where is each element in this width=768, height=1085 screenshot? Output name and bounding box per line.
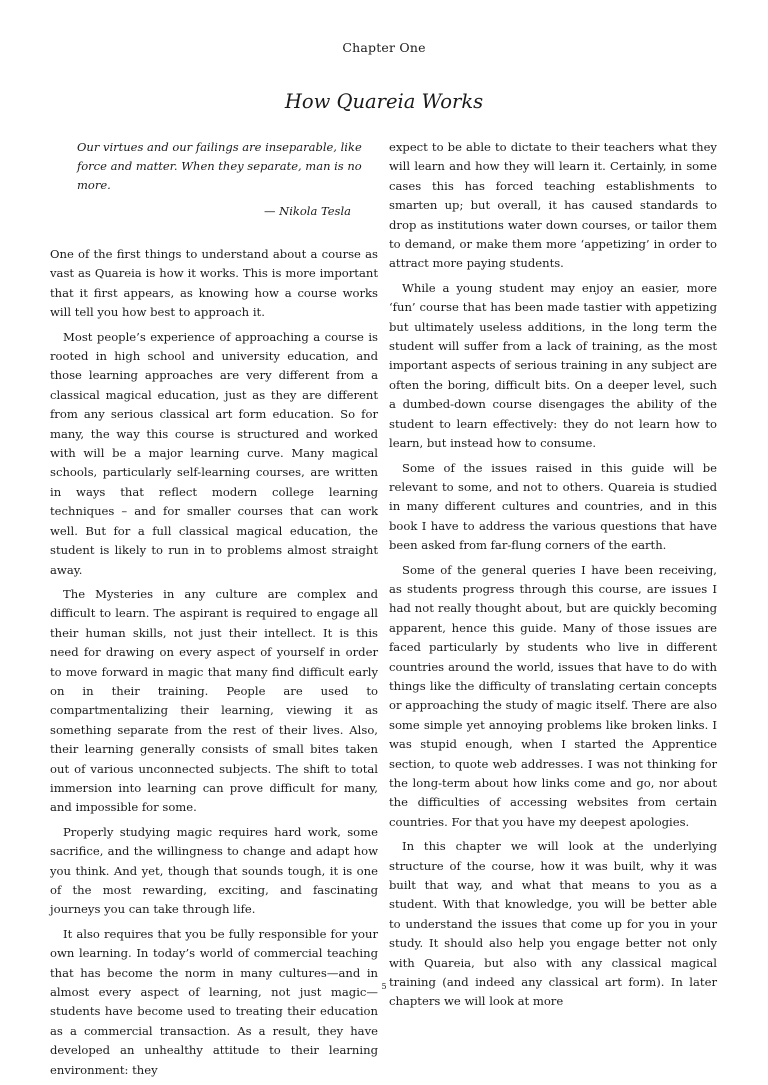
body-paragraph: Some of the general queries I have been receiving, as students progress through this course, are issues I had not really thought about, but are quickly becoming apparent, hence this guide. Many of those issues are faced particularly by students who live in different countries around the world, issues that have to do with things like the difficulty of translating certain concepts or approaching the study of magic itself. There are also some simple yet annoying problems like broken links. I was stupid enough, when I started the Apprentice section, to quote web addresses. I was not thinking for the long-term about how links come and go, nor about the difficulties of accessing websites from certain countries. For that you have my deepest apologies. (389, 562, 717, 829)
epigraph-quote: Our virtues and our failings are inseparable, like force and matter. When they separate, man is no more. (77, 140, 362, 192)
right-column (389, 138, 717, 1017)
epigraph-attribution: — Nikola Tesla (264, 204, 351, 218)
body-paragraph: It also requires that you be fully responsible for your own learning. In today’s world of commercial teaching that has become the norm in many cultures—and in almost every aspect of learning, not just magic—students have become used to treating their education as a commercial transaction. As a result, they have developed an unhealthy attitude to their learning environment: they (50, 926, 378, 1077)
chapter-title: How Quareia Works (284, 90, 484, 113)
body-paragraph: Properly studying magic requires hard work, some sacrifice, and the willingness to change and adapt how you think. And yet, though that sounds tough, it is one of the most rewarding, exciting, and fascinating journeys you can take through life. (50, 824, 378, 917)
epigraph (50, 138, 378, 221)
body-paragraph: One of the first things to understand about a course as vast as Quareia is how it works. This is more important that it first appears, as knowing how a course works will tell you how best to approach it. (50, 247, 378, 320)
page-number: 5 (381, 982, 387, 991)
body-paragraph: Most people’s experience of approaching a course is rooted in high school and university education, and those learning approaches are very different from a classical magical education, just as they are different from any serious classical art form education. So for many, the way this course is structured and worked with will be a major learning curve. Many magical schools, particularly self-learning courses, are written in ways that reflect modern college learning techniques – and for smaller courses that can work well. But for a full classical magical education, the student is likely to run in to problems almost straight away. (50, 329, 378, 577)
body-paragraph: In this chapter we will look at the underlying structure of the course, how it was built, why it was built that way, and what that means to you as a student. With that knowledge, you will be better able to understand the issues that come up for you in your study. It should also help you engage better not only with Quareia, but also with any classical magical training (and indeed any classical art form). In later chapters we will look at more (389, 839, 717, 1009)
body-paragraph: While a young student may enjoy an easier, more ‘fun’ course that has been made tastier with appetizing but ultimately useless additions, in the long term the student will suffer from a lack of training, as the most important aspects of serious training in any subject are often the boring, difficult bits. On a deeper level, such a dumbed-down course disengages the ability of the student to learn effectively: they do not learn how to learn, but instead how to consume. (389, 280, 717, 451)
left-column (50, 138, 378, 1085)
body-paragraph: expect to be able to dictate to their teachers what they will learn and how they will learn it. Certainly, in some cases this has forced teaching establishments to smarten up; but overall, it has caused standards to drop as institutions water down courses, or tailor them to demand, or make them more ‘appetizing’ in order to attract more paying students. (389, 140, 717, 271)
body-paragraph: The Mysteries in any culture are complex and difficult to learn. The aspirant is required to engage all their human skills, not just their intellect. It is this need for drawing on every aspect of yourself in order to move forward in magic that many find difficult early on in their training. People are used to compartmentalizing their learning, viewing it as something separate from the rest of their lives. Also, their learning generally consists of small bites taken out of various unconnected subjects. The shift to total immersion into learning can prove difficult for many, and impossible for some. (50, 586, 378, 815)
body-paragraph: Some of the issues raised in this guide will be relevant to some, and not to others. Quareia is studied in many different cultures and countries, and in this book I have to address the various questions that have been asked from far-flung corners of the earth. (389, 460, 717, 553)
running-head: Chapter One (342, 40, 426, 55)
